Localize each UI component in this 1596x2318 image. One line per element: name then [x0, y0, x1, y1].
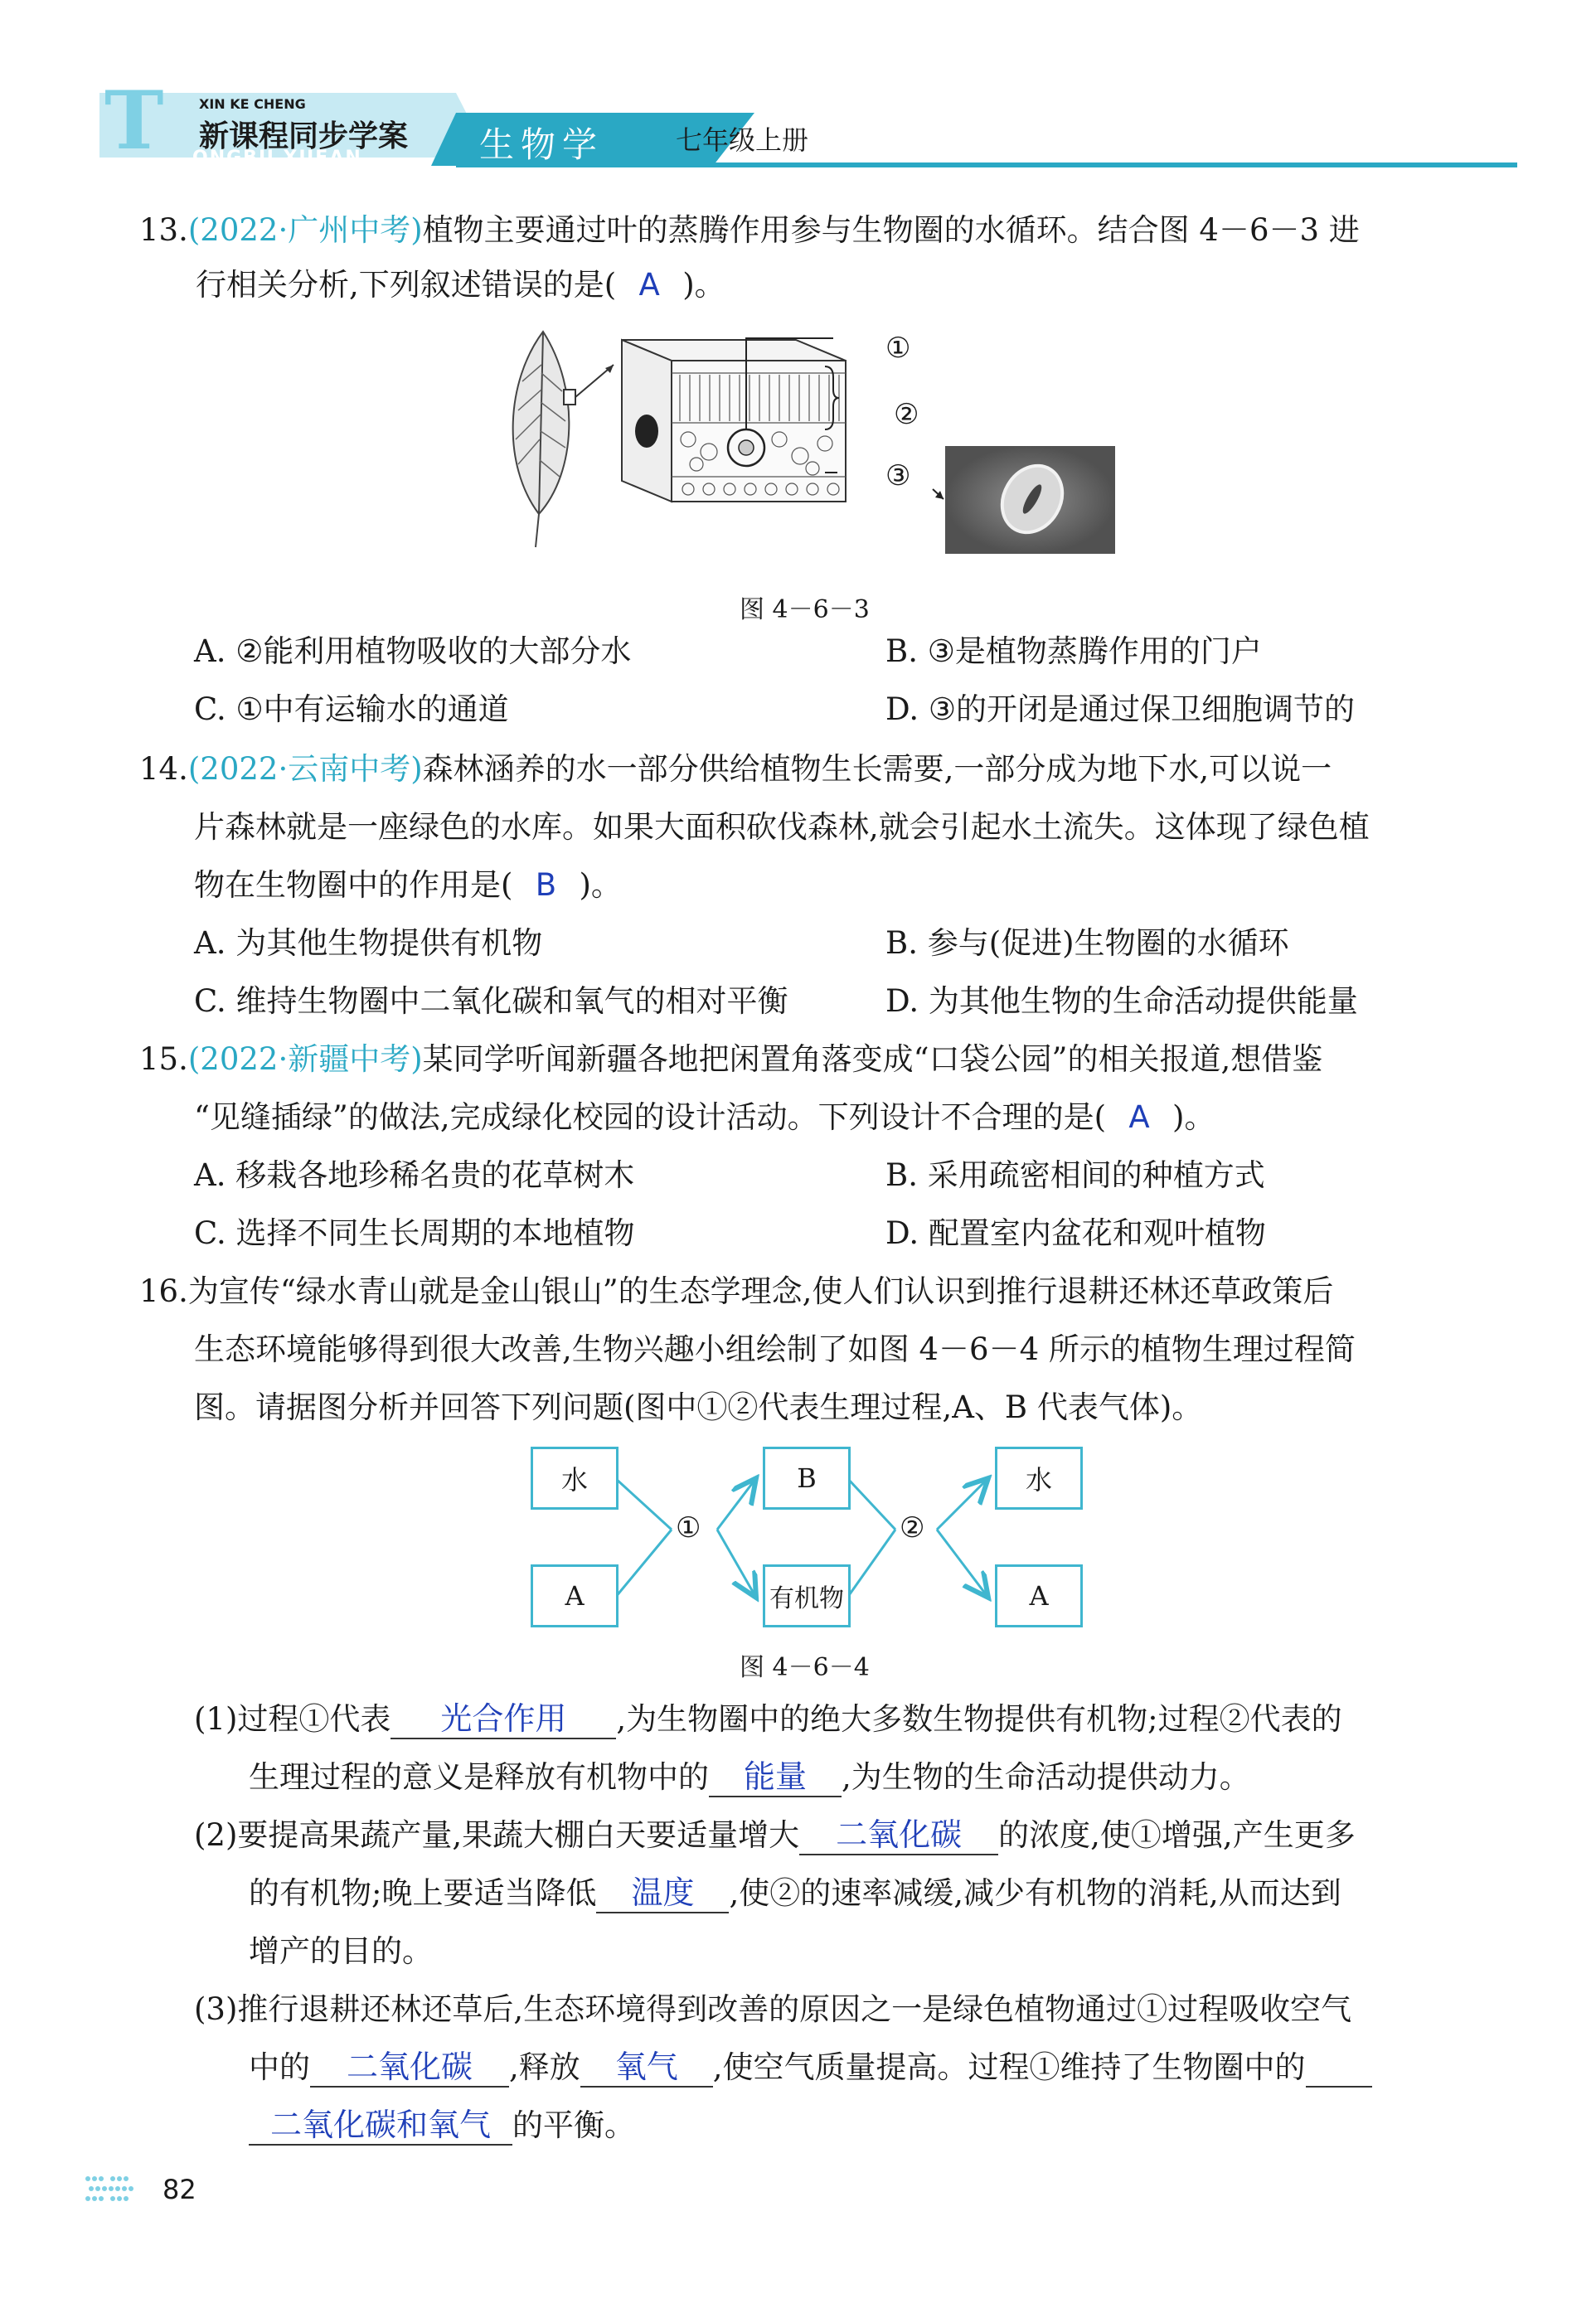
q14-line2: 片森林就是一座绿色的水库。如果大面积砍伐森林,就会引起水土流失。这体现了绿色植 — [194, 809, 1370, 845]
q16-sub3-text4: 的平衡。 — [512, 2107, 635, 2143]
answer-blank — [596, 1874, 729, 1913]
q16-sub2-line3: 增产的目的。 — [249, 1933, 433, 1969]
q14-number: 14. — [139, 751, 188, 787]
answer-blank — [391, 1700, 616, 1739]
q14-line3 — [194, 866, 622, 905]
answer-blank — [580, 2049, 713, 2088]
q16-sub1-text3: 生理过程的意义是释放有机物中的 — [249, 1759, 709, 1795]
q13-option-a: A. ②能利用植物吸收的大部分水 — [194, 633, 632, 669]
answer-carbon-dioxide: 二氧化碳 — [836, 1816, 963, 1853]
q16-sub2-text: (2)要提高果蔬产量,果蔬大棚白天要适量增大 — [194, 1817, 800, 1853]
box-organic-matter: 有机物 — [763, 1564, 851, 1627]
answer-blank — [799, 1816, 998, 1855]
q15-option-b: B. 采用疏密相间的种植方式 — [885, 1157, 1265, 1193]
page-number: 82 — [163, 2174, 196, 2205]
q13-line2 — [196, 265, 725, 305]
process-1-label: ① — [676, 1511, 701, 1545]
q15-option-a: A. 移栽各地珍稀名贵的花草树木 — [194, 1157, 635, 1193]
q14-answer: B — [535, 867, 557, 903]
box-gas-b: B — [763, 1447, 851, 1510]
q16-sub3-line2 — [249, 2048, 1372, 2088]
q16-sub3-line1: (3)推行退耕还林还草后,生态环境得到改善的原因之一是绿色植物通过①过程吸收空气 — [194, 1991, 1352, 2027]
q15-stem-text: 某同学听闻新疆各地把闲置角落变成“口袋公园”的相关报道,想借鉴 — [422, 1041, 1323, 1077]
q14-option-b: B. 参与(促进)生物圈的水循环 — [885, 925, 1289, 961]
stoma-section — [635, 415, 658, 448]
answer-temperature: 温度 — [631, 1874, 695, 1911]
box-water-left: 水 — [531, 1447, 619, 1510]
stoma-photo — [933, 446, 1115, 554]
q16-sub3-line3 — [249, 2106, 635, 2146]
q15-source: (2022·新疆中考) — [187, 1041, 423, 1077]
leaf-illustration — [513, 332, 614, 547]
q16-sub2-text3: 的有机物;晚上要适当降低 — [249, 1875, 597, 1911]
answer-blank — [310, 2049, 509, 2088]
q13-stem-end: )。 — [682, 267, 725, 303]
q16-sub1-text2: ,为生物圈中的绝大多数生物提供有机物;过程②代表的 — [616, 1701, 1342, 1737]
q13-source: (2022·广州中考) — [187, 212, 423, 248]
box-gas-a-left: A — [531, 1564, 619, 1627]
q16-sub2-text2: 的浓度,使①增强,产生更多 — [998, 1817, 1356, 1853]
header-series-pinyin: XIN KE CHENG — [199, 96, 306, 112]
answer-co2-and-oxygen: 二氧化碳和氧气 — [269, 2107, 491, 2143]
q16-sub1-text4: ,为生物的生命活动提供动力。 — [842, 1759, 1250, 1795]
process-2-label: ② — [900, 1511, 925, 1545]
q13-line1 — [139, 211, 1360, 250]
header-big-letter: T — [104, 74, 164, 167]
q15-option-c: C. 选择不同生长周期的本地植物 — [194, 1215, 635, 1251]
footer-arrow-decoration — [83, 2172, 149, 2205]
q14-option-c: C. 维持生物圈中二氧化碳和氧气的相对平衡 — [194, 983, 788, 1019]
q14-option-a: A. 为其他生物提供有机物 — [194, 925, 543, 961]
q15-stem-text2: “见缝插绿”的做法,完成绿化校园的设计活动。下列设计不合理的是( — [194, 1099, 1107, 1135]
q16-sub1-line1 — [194, 1700, 1342, 1739]
label-3: ③ — [885, 459, 911, 492]
figure-caption-4-6-3: 图 4－6－3 — [740, 595, 870, 624]
figure-caption-4-6-4: 图 4－6－4 — [740, 1653, 870, 1682]
header-subject: 生物学 — [479, 124, 604, 165]
q16-line1 — [139, 1272, 1333, 1312]
q15-line2 — [194, 1098, 1215, 1137]
q13-answer: A — [638, 267, 660, 303]
q16-sub2-line1 — [194, 1816, 1356, 1855]
q14-stem-text3: 物在生物圈中的作用是( — [194, 867, 513, 903]
answer-blank-tail — [1306, 2086, 1372, 2088]
q14-stem-text: 森林涵养的水一部分供给植物生长需要,一部分成为地下水,可以说一 — [422, 751, 1332, 787]
q16-sub1-text: (1)过程①代表 — [194, 1701, 391, 1737]
box-gas-a-right: A — [995, 1564, 1083, 1627]
answer-energy: 能量 — [743, 1758, 807, 1795]
q16-sub2-line2 — [249, 1874, 1341, 1913]
q14-stem-end: )。 — [579, 867, 622, 903]
box-water-right: 水 — [995, 1447, 1083, 1510]
answer-blank — [249, 2107, 512, 2146]
q13-option-b: B. ③是植物蒸腾作用的门户 — [885, 633, 1262, 669]
q16-line3: 图。请据图分析并回答下列问题(图中①②代表生理过程,A、B 代表气体)。 — [194, 1389, 1203, 1425]
q16-sub3-text: 中的 — [249, 2049, 310, 2085]
q15-answer: A — [1128, 1099, 1150, 1135]
q16-number: 16. — [139, 1273, 188, 1309]
q15-line1 — [139, 1040, 1322, 1079]
q13-stem-text: 植物主要通过叶的蒸腾作用参与生物圈的水循环。结合图 4－6－3 进 — [422, 212, 1360, 248]
q14-option-d: D. 为其他生物的生命活动提供能量 — [885, 983, 1358, 1019]
label-1: ① — [885, 332, 911, 365]
q16-line2: 生态环境能够得到很大改善,生物兴趣小组绘制了如图 4－6－4 所示的植物生理过程简 — [194, 1331, 1356, 1367]
q16-sub1-line2 — [249, 1758, 1250, 1797]
q15-stem-end: )。 — [1172, 1099, 1215, 1135]
q14-source: (2022·云南中考) — [187, 751, 423, 787]
answer-oxygen: 氧气 — [614, 2049, 678, 2085]
q16-sub3-text2: ,释放 — [509, 2049, 580, 2085]
process-diagram — [522, 1438, 1103, 1629]
q13-option-c: C. ①中有运输水的通道 — [194, 691, 509, 727]
header-series-title: 新课程同步学案 — [199, 119, 409, 153]
q16-sub2-text4: ,使②的速率减缓,减少有机物的消耗,从而达到 — [729, 1875, 1341, 1911]
q15-number: 15. — [139, 1041, 188, 1077]
page-header — [99, 74, 1517, 174]
q16-sub3-text3: ,使空气质量提高。过程①维持了生物圈中的 — [712, 2049, 1306, 2085]
answer-blank — [709, 1758, 842, 1797]
q13-number: 13. — [139, 212, 188, 248]
q15-option-d: D. 配置室内盆花和观叶植物 — [885, 1215, 1266, 1251]
q13-option-d: D. ③的开闭是通过保卫细胞调节的 — [885, 691, 1356, 727]
q14-line1 — [139, 749, 1332, 789]
header-pinyin-bottom: ONGBU XUEAN — [192, 148, 362, 168]
leaf-cross-section — [622, 338, 846, 502]
label-2: ② — [894, 398, 919, 431]
q13-stem-text2: 行相关分析,下列叙述错误的是( — [196, 267, 617, 303]
leaf-structure-figure — [497, 315, 1128, 564]
q16-stem-text: 为宣传“绿水青山就是金山银山”的生态学理念,使人们认识到推行退耕还林还草政策后 — [187, 1273, 1334, 1309]
answer-photosynthesis: 光合作用 — [440, 1700, 567, 1737]
header-grade: 七年级上册 — [676, 124, 809, 156]
answer-carbon-dioxide-2: 二氧化碳 — [346, 2049, 473, 2085]
